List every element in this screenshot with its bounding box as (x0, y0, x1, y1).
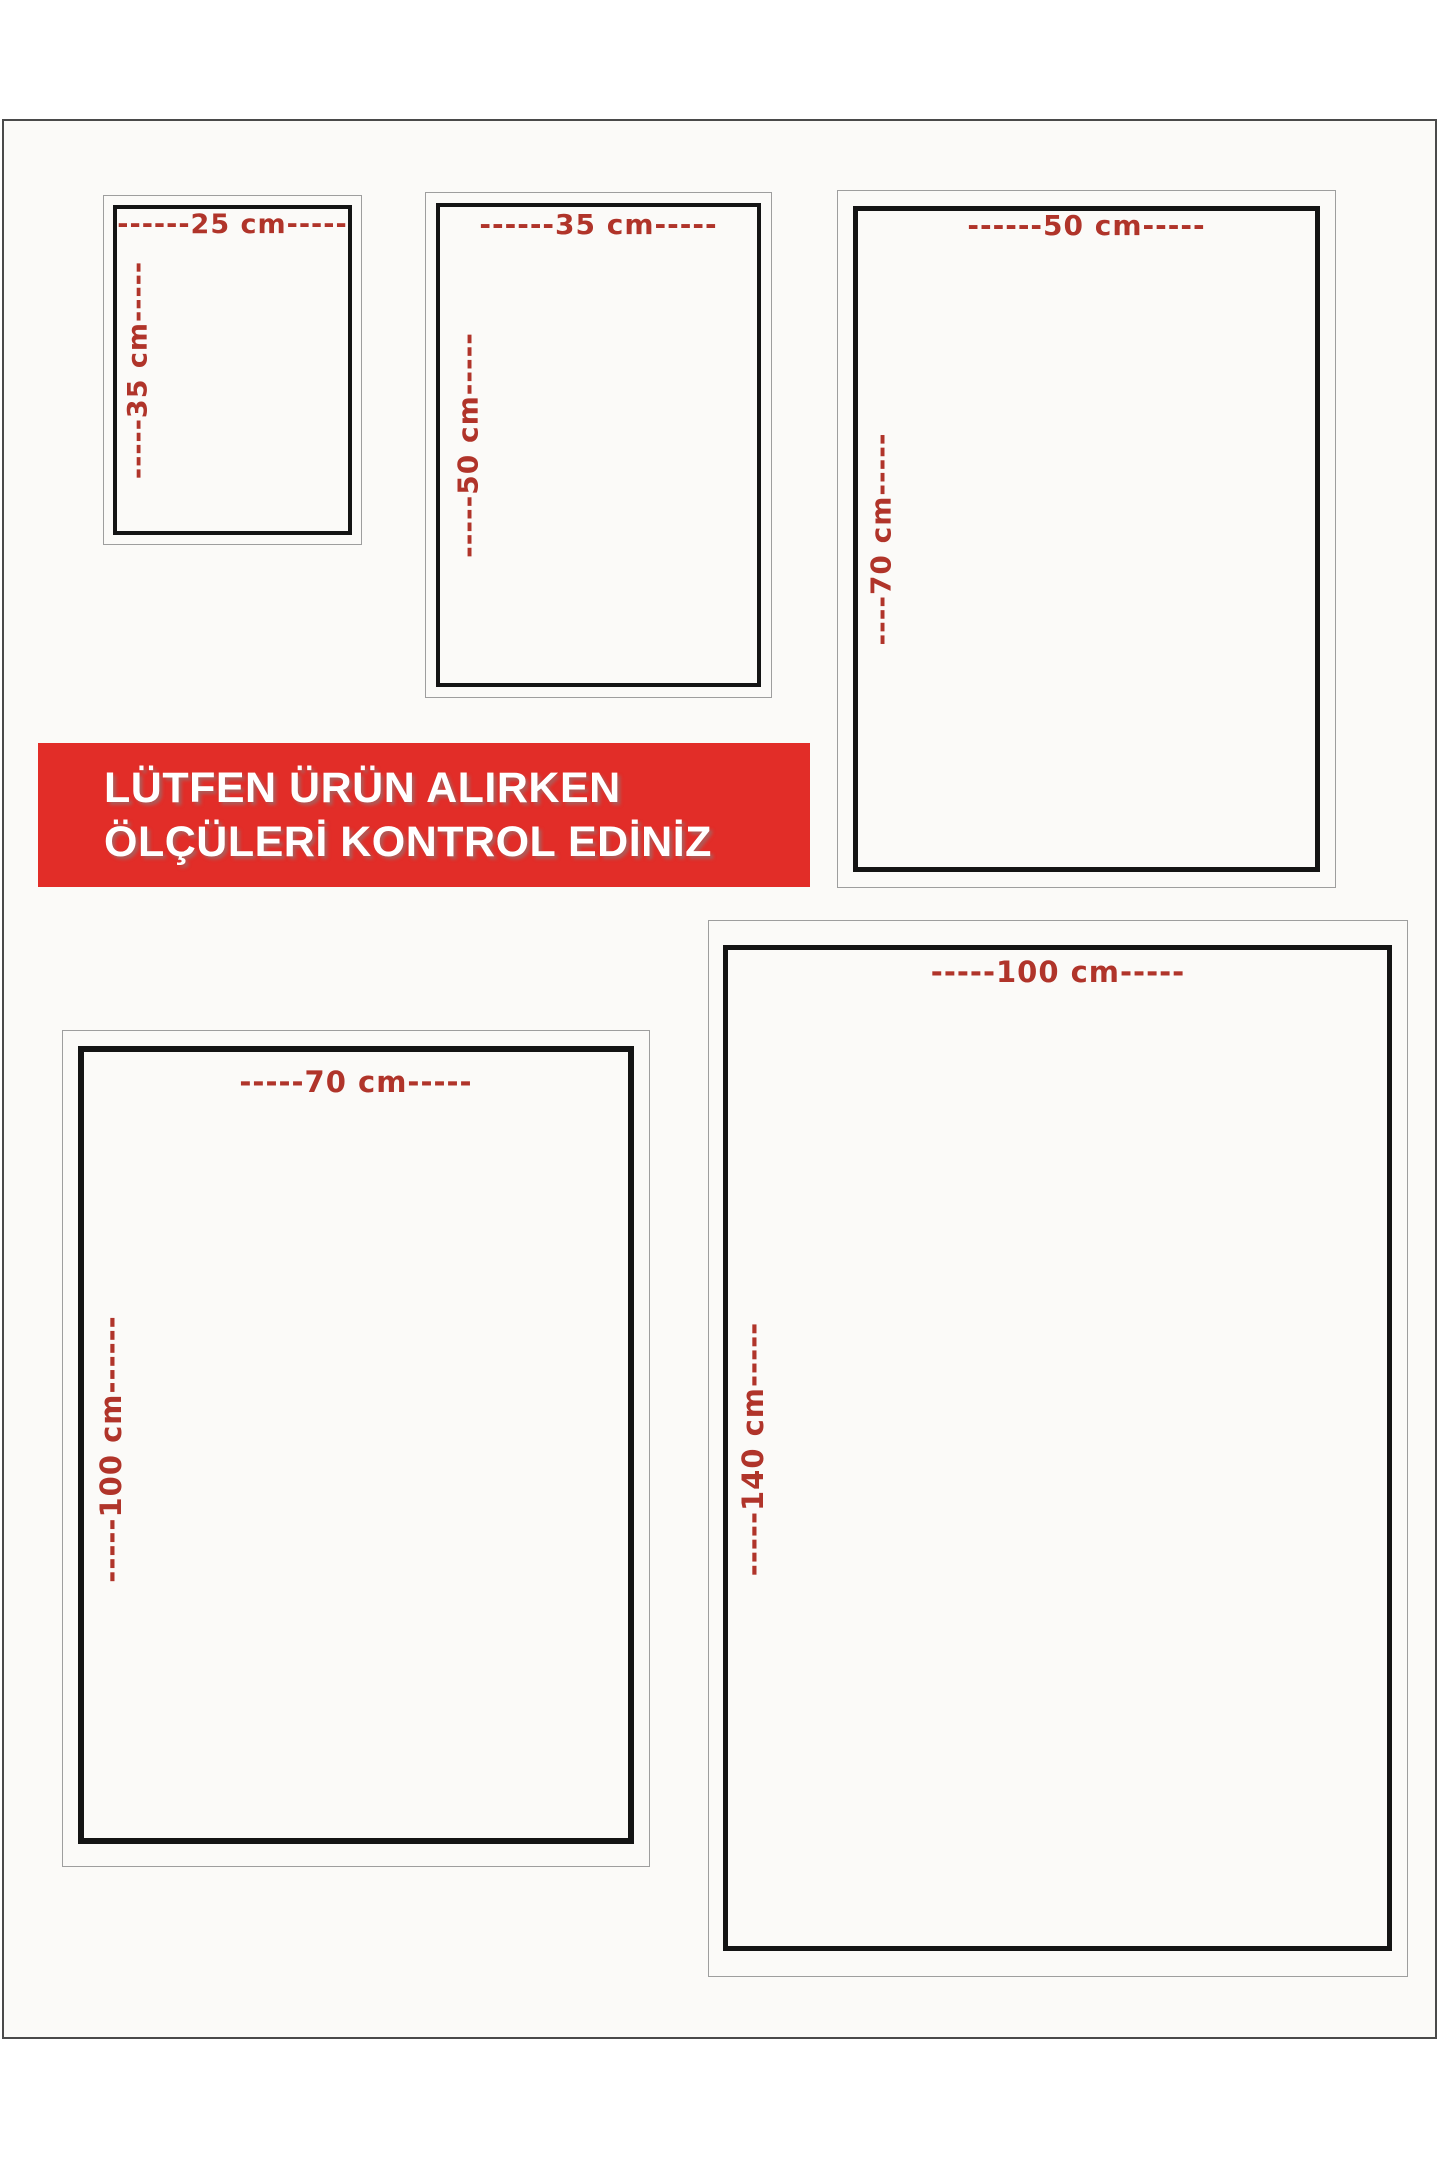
width-dimension-label-50cm: ------50 cm----- (967, 209, 1206, 242)
size-box-35x50-frame (436, 203, 761, 687)
width-dimension-label-100cm: -----100 cm----- (930, 955, 1186, 989)
size-warning-banner (38, 743, 810, 887)
width-dimension-label-70cm: -----70 cm----- (239, 1065, 473, 1099)
size-box-50x70-frame (853, 206, 1320, 872)
height-dimension-label-140cm: -----140 cm----- (736, 1321, 770, 1576)
height-dimension-label-35cm: -----35 cm----- (122, 260, 154, 480)
height-dimension-label-50cm: -----50 cm----- (451, 332, 485, 558)
size-box-70x100-frame (78, 1046, 634, 1844)
size-box-70x100 (62, 1030, 650, 1867)
width-dimension-label-25cm: ------25 cm----- (117, 209, 348, 240)
size-box-100x140-frame (723, 945, 1392, 1951)
width-dimension-label-35cm: ------35 cm----- (479, 208, 718, 241)
banner-text-line1: LÜTFEN ÜRÜN ALIRKEN (104, 764, 621, 812)
banner-text-line2: ÖLÇÜLERİ KONTROL EDİNİZ (104, 818, 712, 866)
size-box-100x140 (708, 920, 1408, 1977)
size-box-25x35 (103, 195, 362, 545)
size-box-35x50 (425, 192, 772, 698)
height-dimension-label-70cm: ----70 cm----- (864, 432, 898, 646)
height-dimension-label-100cm: -----100 cm------ (94, 1314, 128, 1583)
size-box-50x70 (837, 190, 1336, 888)
